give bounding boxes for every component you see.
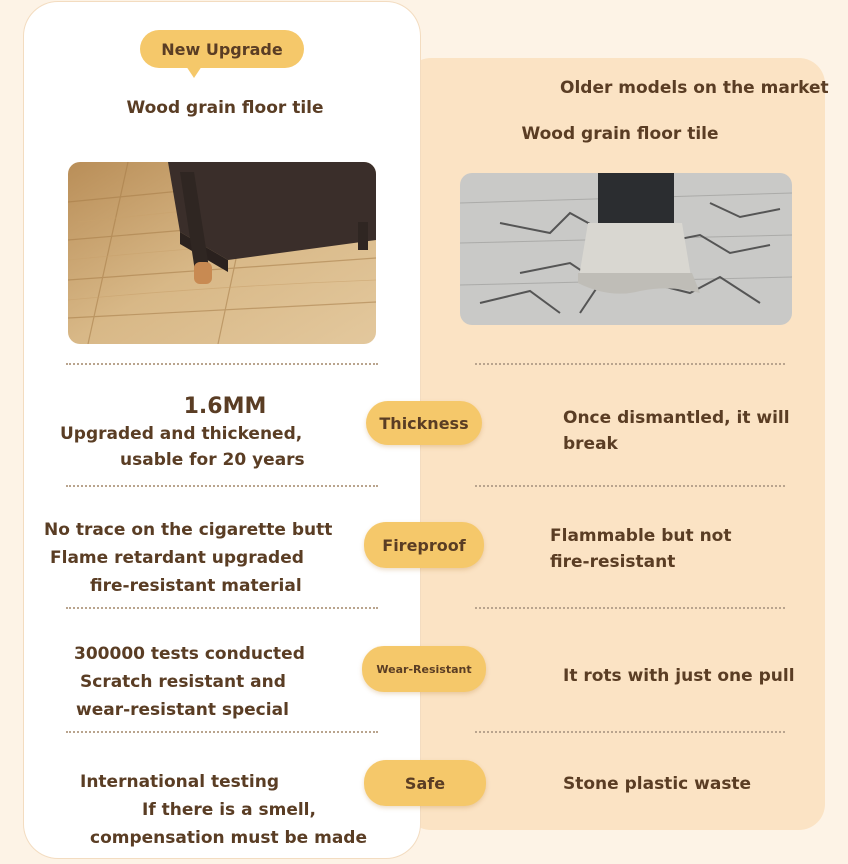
right-row-1-line-1: Once dismantled, it will bbox=[563, 408, 790, 428]
right-row-3-line-1: It rots with just one pull bbox=[563, 666, 795, 686]
feature-pill-fireproof: Fireproof bbox=[364, 522, 484, 568]
right-row-2-line-1: Flammable but not bbox=[550, 526, 732, 546]
separator-left-4 bbox=[66, 731, 378, 733]
left-row-3-line-1: 300000 tests conducted bbox=[74, 644, 305, 664]
separator-right-2 bbox=[475, 485, 785, 487]
left-row-2-line-2: Flame retardant upgraded bbox=[50, 548, 304, 568]
badge-tail bbox=[186, 66, 202, 78]
wood-floor-image bbox=[68, 162, 376, 344]
thickness-value: 1.6MM bbox=[183, 394, 267, 419]
left-row-1-line-2: usable for 20 years bbox=[120, 450, 305, 470]
separator-right-1 bbox=[475, 363, 785, 365]
right-title: Older models on the market bbox=[560, 78, 829, 98]
cracked-floor-image bbox=[460, 173, 792, 325]
left-row-1-line-1: Upgraded and thickened, bbox=[60, 424, 303, 444]
left-row-4-line-3: compensation must be made bbox=[90, 828, 367, 848]
separator-right-3 bbox=[475, 607, 785, 609]
left-row-2-line-3: fire-resistant material bbox=[90, 576, 302, 596]
separator-right-4 bbox=[475, 731, 785, 733]
separator-left-3 bbox=[66, 607, 378, 609]
feature-pill-thickness: Thickness bbox=[366, 401, 482, 445]
separator-left-1 bbox=[66, 363, 378, 365]
right-row-2-line-2: fire-resistant bbox=[550, 552, 676, 572]
left-row-4-line-2: If there is a smell, bbox=[142, 800, 316, 820]
feature-pill-wear-resistant: Wear-Resistant bbox=[362, 646, 486, 692]
right-subtitle: Wood grain floor tile bbox=[521, 124, 719, 144]
new-upgrade-badge: New Upgrade bbox=[140, 30, 304, 68]
left-subtitle: Wood grain floor tile bbox=[126, 98, 324, 118]
left-row-3-line-2: Scratch resistant and bbox=[80, 672, 286, 692]
right-row-4-line-1: Stone plastic waste bbox=[563, 774, 752, 794]
feature-pill-safe: Safe bbox=[364, 760, 486, 806]
right-row-1-line-2: break bbox=[563, 434, 618, 454]
left-row-3-line-3: wear-resistant special bbox=[76, 700, 289, 720]
left-row-2-line-1: No trace on the cigarette butt bbox=[44, 520, 333, 540]
left-row-4-line-1: International testing bbox=[80, 772, 279, 792]
separator-left-2 bbox=[66, 485, 378, 487]
